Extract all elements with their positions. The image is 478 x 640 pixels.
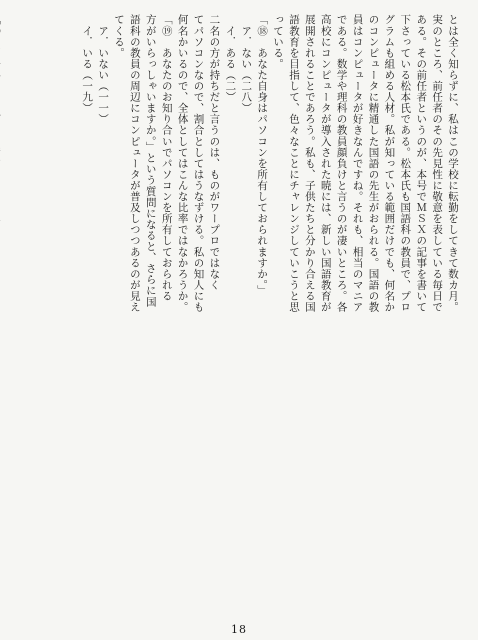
text-line: イ．ある（二） [224,14,237,103]
text-line: 二名の方が持ちだと言うのは、ものがワープロではなく [208,14,221,291]
vertical-text-body [18,14,460,612]
text-line: ある。その前任者というのが、本号でＭＳＸの記事を書いて [415,14,428,313]
text-line: である。数学や理科の教員顔負けと言うのが凄いところ。各 [335,14,348,313]
text-line: イ．いる（一九） [81,14,94,114]
text-line: ア．いない（一一） [97,14,110,125]
text-line: グラムも組める人材。私が知っている範囲だけでも、何名か [383,14,396,313]
text-line: 「⑱ あなた自身はパソコンを所有しておられますか。」 [256,14,269,297]
text-line: てくる。 [112,14,125,59]
text-line: とは全く知らずに、私はこの学校に転勤をしてきて数カ月。 [447,14,459,313]
text-line: 展開されることであろう。私も、子供たちと分かり合える国 [303,14,316,313]
text-line: 何名かいるので、全体としてはこんな比率ではなかろうか。 [176,14,189,313]
top-text-column [18,14,460,313]
text-line: 語科の教員の周辺にコンピュータが普及しつつあるのが見え [128,14,141,313]
text-line: のコンピュータに精通した国語の先生がおられる。国語の教 [367,14,380,313]
text-line: 員はコンピュータが好きなんですね。それも、相当のマニア [351,14,364,313]
text-line: 方がいらっしゃいますか。」という質問になると、さらに国 [144,14,157,308]
text-line: ア．ない（二八） [240,14,253,114]
text-line: てパソコンなので、割合としてはうなずける。私の知人にも [192,14,205,313]
text-line: 下さっている松本氏である。松本氏も国語科の教員で、プロ [399,14,412,313]
text-line [0,14,2,296]
text-line: っている。 [272,14,285,70]
text-line: 「⑲ あなたのお知り合いでパソコンを所有しておられる [160,14,173,302]
page-number: 18 [231,623,247,636]
text-line: 語教育を目指して、色々なことにチャレンジしていこうと思 [287,14,300,313]
text-line: 高校にコンピュータが導入された暁には、新しい国語教育が [319,14,332,313]
text-line: 実のところ、前任者のその先見性に敬意を表している毎日で [431,14,444,313]
bottom-text-column [0,14,2,296]
